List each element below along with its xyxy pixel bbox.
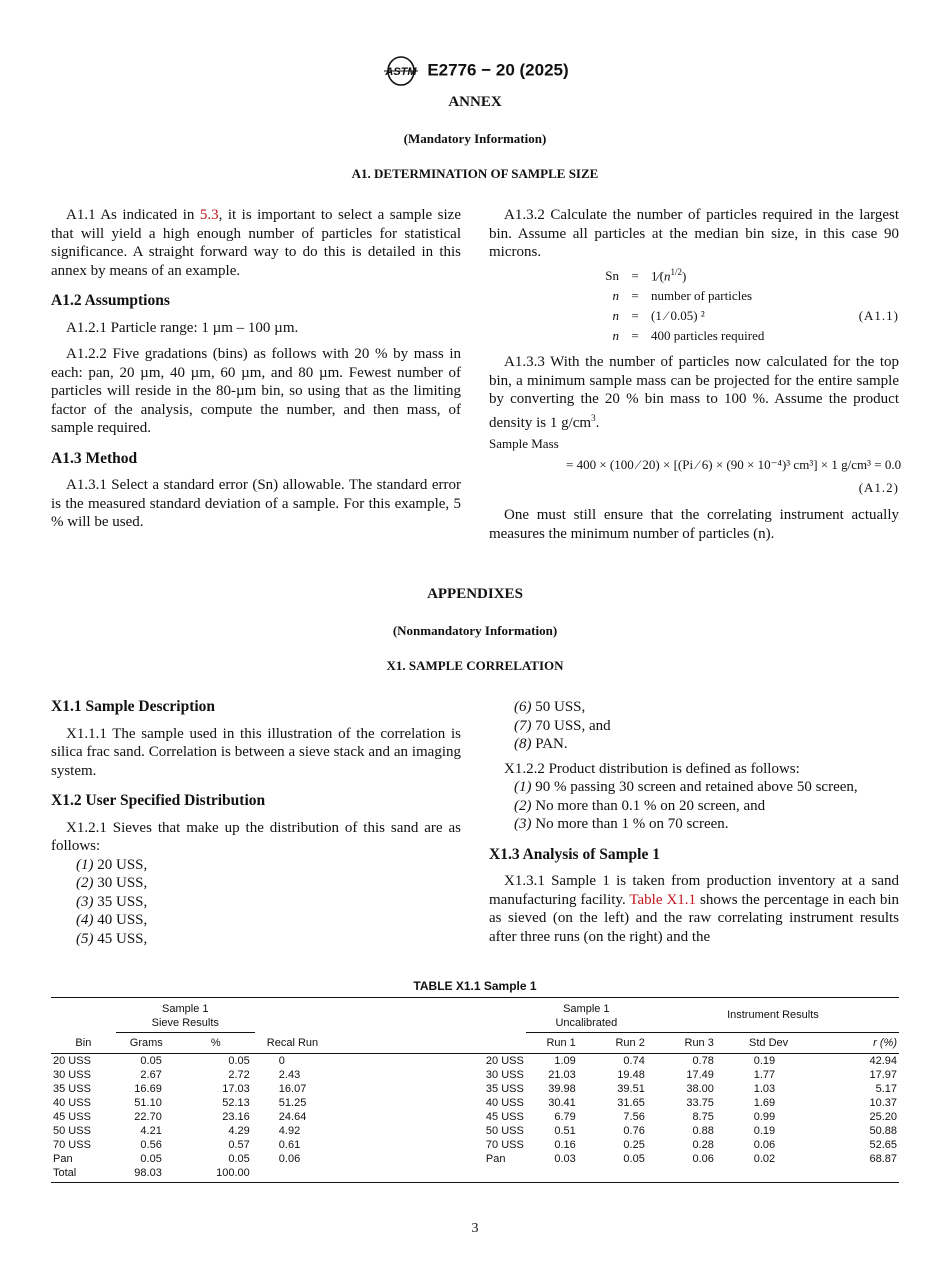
table-cell: 100.00 [216,1166,250,1179]
table-cell: 33.75 [686,1096,714,1109]
table-cell [255,1166,336,1183]
table-cell: 0.19 [753,1124,776,1137]
annex-left-column [51,206,461,532]
table-cell: 35 USS [53,1082,91,1095]
table-cell: 21.03 [548,1068,576,1081]
table-cell: 4.92 [278,1124,301,1137]
table-cell: 50 USS [485,1124,524,1137]
table-cell: 52.65 [869,1138,897,1151]
list-item: (3) No more than 1 % on 70 screen. [514,816,729,832]
table-cell: 16.69 [134,1082,162,1095]
table-cell: 0.16 [554,1138,576,1151]
paragraph-a1-2-2: A1.2.2 Five gradations (bins) as follows with 20 % by mass in each: pan, 20 µm, 40 µm, 60 µm, and 80 µm. Fewest number of particles will reside in the 80-µm bin, so using that as the limiting factor of the analysis, compute the number, and then mass, of sample required. [51,346,461,436]
equation-a1-1 [489,266,899,346]
table-cell: 50.88 [869,1124,897,1137]
table-cell: 39.51 [617,1082,645,1095]
table-cell: 0.05 [140,1054,162,1067]
table-cell: 0.06 [278,1152,301,1165]
table-group-header-row [51,998,899,1033]
column-header: Grams [129,1036,163,1049]
column-header: Run 2 [615,1036,645,1049]
paragraph-a1-3-3: A1.3.3 With the number of particles now calculated for the top bin, a minimum sample mass can be projected for the entire sample by converting the 20 % bin mass to 100 %. Assume the product density is 1 $g/cm^3$. [489,354,899,431]
table-cell: Total [53,1166,77,1179]
annex-closing-paragraph: One must still ensure that the correlating instrument actually measures the minimum number of particles (n). [489,507,899,542]
table-row [51,1152,899,1166]
column-header: % [210,1036,221,1049]
data-table-wrapper [51,997,899,1183]
list-item: (1) 20 USS, [76,856,148,873]
table-cell: 17.49 [686,1068,714,1081]
table-cell: 42.94 [869,1054,897,1067]
table-cell: 0.56 [140,1138,162,1151]
list-item: (3) 35 USS, [76,893,148,910]
list-item: (5) 45 USS, [76,930,148,947]
table-cell: 52.13 [222,1096,250,1109]
table-cell: 17.03 [222,1082,250,1095]
table-cell: 0.74 [623,1054,645,1067]
document-header [0,56,950,86]
list-item: (7) 70 USS, and [514,717,611,734]
table-cell: 0.28 [692,1138,714,1151]
table-cell: Pan [485,1152,506,1165]
table-cell: 38.00 [686,1082,714,1095]
table-cell: 0.05 [623,1152,645,1165]
list-item: (8) PAN. [514,736,568,752]
paragraph-a1-3-2: A1.3.2 Calculate the number of particles required in the largest bin. Assume all particles at the median bin size, in this case 90 microns. [489,207,899,260]
table-cell: 0.76 [623,1124,645,1137]
table-cell: 23.16 [222,1110,250,1123]
table-cell: 50 USS [53,1124,91,1137]
table-cell: 31.65 [617,1096,645,1109]
sample-mass-label: Sample Mass [489,436,559,451]
table-cell: 40 USS [53,1096,91,1109]
column-header: Bin [75,1036,92,1049]
table-cell: 0.51 [554,1124,576,1137]
paragraph-a1-1: A1.1 As indicated in 5.3, it is important to select a sample size that will yield a high enough number of particles for statistical significance. A straight forward way to do this is detailed in this annex by means of an example. [51,207,461,279]
table-cell: 35 USS [485,1082,524,1095]
table-cell: 45 USS [53,1110,91,1123]
table-cell: 0.02 [753,1152,776,1165]
table-cell: 4.29 [228,1124,250,1137]
table-cell: 0.05 [228,1054,250,1067]
table-cell: 24.64 [278,1110,307,1123]
annex-subtitle: (Mandatory Information) [403,131,547,146]
list-item: (1) 90 % passing 30 screen and retained above 50 screen, [514,779,858,795]
paragraph-a1-3-1: A1.3.1 Select a standard error (Sn) allowable. The standard error is the measured standard deviation of a sample. For this example, 5 % will be used. [51,477,461,530]
table-row [51,1166,899,1183]
table-cell: 5.17 [875,1082,897,1095]
table-row [51,1068,899,1082]
table-row [51,1110,899,1124]
list-item: (2) No more than 0.1 % on 20 screen, and [514,797,766,814]
heading-x1-3: X1.3 Analysis of Sample 1 [489,845,660,863]
heading-a1-3: A1.3 Method [51,449,138,467]
page-number: 3 [471,1221,479,1236]
table-cell: 7.56 [623,1110,645,1123]
heading-x1-2: X1.2 User Specified Distribution [51,792,266,809]
table-cell: 0 [278,1054,285,1067]
table-cell: 30 USS [53,1068,91,1081]
table-row [51,1138,899,1152]
table-cell: 0.78 [692,1054,714,1067]
section-5-3-link[interactable]: 5.3 [199,207,219,223]
table-cell: 51.25 [278,1096,307,1109]
table-cell: 0.06 [753,1138,776,1151]
table-cell: 68.87 [869,1152,897,1165]
paragraph-a1-2-1: A1.2.1 Particle range: 1 µm – 100 µm. [66,319,299,336]
list-item: (4) 40 USS, [76,912,148,928]
table-cell [716,1166,790,1183]
list-item: (2) 30 USS, [76,875,148,891]
column-header: Std Dev [749,1036,789,1049]
list-item: (6) 50 USS, [514,699,586,715]
table-cell: 2.43 [278,1068,301,1081]
table-cell [647,1166,716,1183]
table-cell: 0.99 [753,1110,776,1123]
annex-title: ANNEX [448,94,502,110]
table-cell: 0.19 [753,1054,776,1067]
paragraph-x1-2-1: X1.2.1 Sieves that make up the distribution of this sand are as follows: [51,819,461,854]
table-cell: Pan [53,1152,73,1165]
equation-number: (A1.2) [858,480,899,495]
table-cell: 8.75 [692,1110,714,1123]
paragraph-x1-3-1: X1.3.1 Sample 1 is taken from production inventory at a sand manufacturing facility. Table X1.1 shows the percentage in each bin as sieved (on the left) and the raw correlating instrument results after three runs (on the right) and the [489,873,899,945]
appendix-left-column [51,698,461,948]
table-cell: 10.37 [869,1096,897,1109]
equation-row: n = 400 particles required [612,328,765,343]
table-cell: 40 USS [485,1096,524,1109]
table-cell: 0.05 [140,1152,162,1165]
group-header-uncalibrated: Sample 1 Uncalibrated [526,998,647,1033]
group-header-sieve: Sample 1 Sieve Results [116,998,255,1033]
column-header: Run 1 [546,1036,576,1049]
table-cell [790,1166,899,1183]
table-cell: 51.10 [134,1096,162,1109]
annex-section-title: A1. DETERMINATION OF SAMPLE SIZE [351,166,599,181]
equation-row: Sn = $1⁄(n^{1/2})$ [489,266,899,286]
table-cell: 19.48 [617,1068,645,1081]
table-cell: 0.88 [692,1124,714,1137]
table-row [51,1053,899,1068]
table-cell: 0.06 [692,1152,714,1165]
table-row [51,1082,899,1096]
table-cell [578,1166,647,1183]
table-cell: 4.21 [140,1124,162,1137]
equation-a1-2: = 400 × (100 ⁄ 20) × [(Pi ⁄ 6) × (90 × 10⁻⁴)³ cm³] × 1 g/cm³ = 0.0 [566,457,902,472]
equation-row: n = (1 ⁄ 0.05) ² (A1.1) [612,308,899,323]
appendix-section-title: X1. SAMPLE CORRELATION [386,658,564,673]
table-cell [526,1166,578,1183]
table-cell: 39.98 [548,1082,576,1095]
table-cell: 17.97 [869,1068,897,1081]
table-title: TABLE X1.1 Sample 1 [413,979,537,993]
table-cell: 0.61 [278,1138,301,1151]
equation-rhs-formula: $1⁄(n^{1/2})$ [651,267,687,284]
table-cell: 25.20 [869,1110,897,1123]
table-cell: 45 USS [485,1110,524,1123]
equation-row: n = number of particles [612,288,753,303]
table-row [51,1096,899,1110]
data-table [51,997,899,1183]
table-cell: 98.03 [134,1166,162,1179]
table-cell: 0.05 [228,1152,250,1165]
table-x1-1-link[interactable]: Table X1.1 [629,891,697,908]
table-row [51,1124,899,1138]
table-cell: 70 USS [53,1138,91,1151]
table-cell: 30 USS [485,1068,524,1081]
group-header-instrument: Instrument Results [647,998,899,1033]
table-cell: 1.09 [554,1054,576,1067]
table-cell: 22.70 [134,1110,162,1123]
table-cell: 0.03 [554,1152,576,1165]
svg-text:ASTM: ASTM [385,66,417,78]
table-cell: 2.72 [228,1068,250,1081]
table-cell: 1.03 [753,1082,776,1095]
document-id: E2776 − 20 (2025) [427,60,569,80]
table-cell: 20 USS [53,1054,91,1067]
table-cell: 70 USS [485,1138,524,1151]
column-header: Run 3 [684,1036,714,1049]
table-cell: 6.79 [554,1110,576,1123]
appendix-right-column [489,698,899,946]
table-cell: 20 USS [485,1054,524,1067]
table-cell: 30.41 [548,1096,576,1109]
heading-x1-1: X1.1 Sample Description [51,698,216,715]
table-cell: 2.67 [140,1068,162,1081]
paragraph-x1-1-1: X1.1.1 The sample used in this illustration of the correlation is silica frac sand. Correlation is between a sieve stack and an imaging system. [51,725,461,779]
table-cell: 0.57 [228,1138,250,1151]
appendix-subtitle: (Nonmandatory Information) [392,623,558,638]
table-cell: 16.07 [278,1082,307,1095]
table-header-row [51,1033,899,1054]
annex-right-column [489,206,899,262]
table-cell: 1.69 [753,1096,776,1109]
paragraph-x1-2-2: X1.2.2 Product distribution is defined as follows: [504,760,800,777]
table-cell: 1.77 [753,1068,776,1081]
column-header: Recal Run [266,1036,319,1049]
table-cell [336,1166,526,1183]
table-cell: 0.25 [623,1138,645,1151]
equation-number: (A1.1) [858,308,899,323]
column-header: r (%) [873,1036,897,1049]
heading-a1-2: A1.2 Assumptions [51,292,170,309]
appendix-title: APPENDIXES [427,586,523,602]
column-header [336,1033,526,1054]
table-body [51,1053,899,1182]
astm-logo-icon [381,56,421,86]
